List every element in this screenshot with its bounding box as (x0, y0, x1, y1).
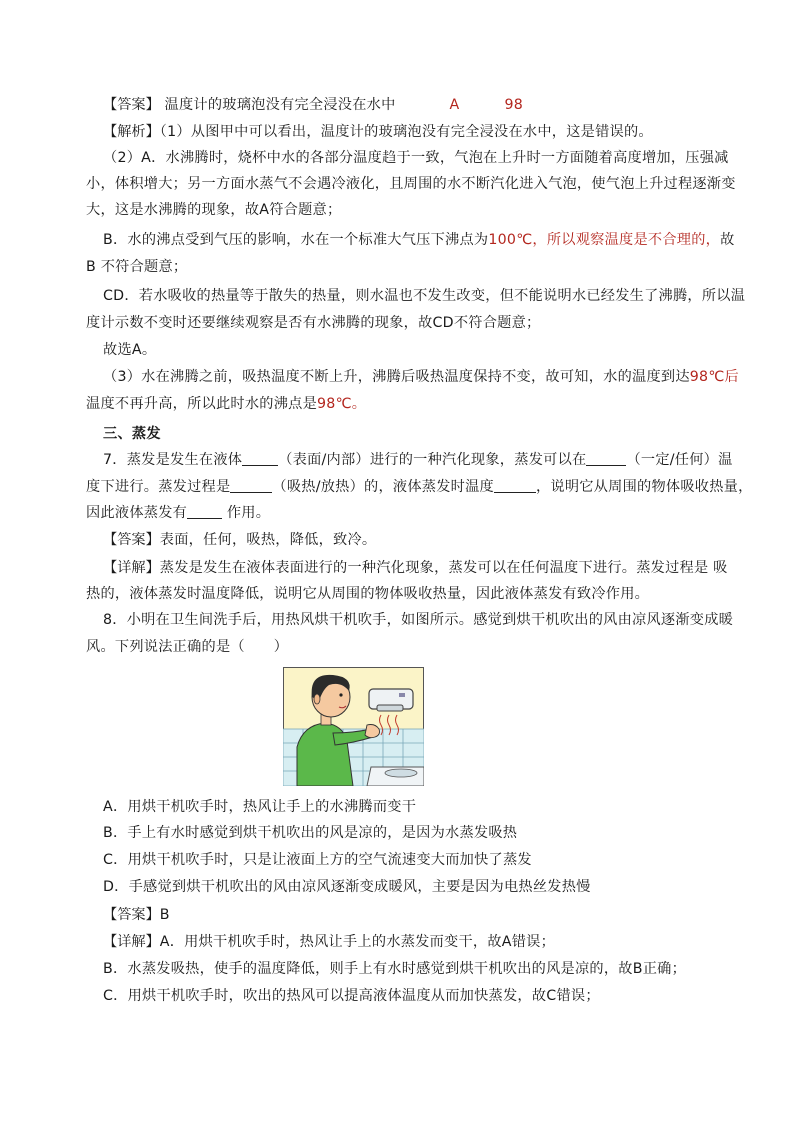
analysis-red-text: 98℃。 (317, 396, 367, 412)
q8-detail-line-2: B．水蒸发吸热，使手的温度降低，则手上有水时感觉到烘干机吹出的风是凉的，故B正确； (103, 961, 687, 977)
analysis-red-text: 100℃，所以观察温度是不合理的， (488, 232, 721, 248)
analysis-tag: 【解析】 (103, 124, 160, 140)
q8-option-d: D．手感觉到烘干机吹出的风由凉风逐渐变成暖风，主要是因为电热丝发热慢 (103, 879, 591, 895)
answer-text: B (159, 907, 170, 923)
answer-text: 温度计的玻璃泡没有完全浸没在水中 (159, 97, 396, 113)
question-text: 作用。 (222, 505, 271, 521)
detail-text: 蒸发是发生在液体表面进行的一种汽化现象，蒸发可以在任何温度下进行。蒸发过程是 吸 (159, 560, 728, 576)
q8-question-line-2: 风。下列说法正确的是（ ） (86, 639, 289, 655)
q8-answer-line (103, 905, 170, 925)
answer-choice: A (449, 97, 460, 113)
q8-option-a: A．用烘干机吹手时，热风让手上的水沸腾而变干 (103, 799, 417, 815)
detail-text: A．用烘干机吹手时，热风让手上的水蒸发而变干，故A错误； (159, 934, 556, 950)
q6-analysis-line-4: 大，这是水沸腾的现象，故A符合题意； (86, 202, 342, 218)
q8-option-b: B．手上有水时感觉到烘干机吹出的风是凉的，是因为水蒸发吸热 (103, 825, 518, 841)
answer-text: 表面，任何，吸热，降低，致冷。 (159, 532, 377, 548)
q6-analysis-line-8: 度计示数不变时还要继续观察是否有水沸腾的现象，故CD不符合题意； (86, 315, 541, 331)
detail-tag: 【详解】 (103, 560, 160, 576)
section-title: 三、蒸发 (103, 426, 161, 442)
q6-analysis-line-9: 故选A。 (103, 342, 157, 358)
q7-detail-line-2: 热的，液体蒸发时温度降低，说明它从周围的物体吸收热量，因此液体蒸发有致冷作用。 (86, 586, 650, 602)
answer-tag: 【答案】 (103, 532, 160, 548)
q8-detail-line-3: C．用烘干机吹手时，吹出的热风可以提高液体温度从而加快蒸发，故C错误； (103, 988, 600, 1004)
answer-tag: 【答案】 (103, 97, 160, 113)
q6-analysis-line-11 (86, 394, 366, 414)
question-text: 度下进行。蒸发过程是 (86, 479, 231, 495)
q6-analysis-line-7: CD．若水吸收的热量等于散失的热量，则水温也不发生改变，但不能说明水已经发生了沸腾，所以温 (103, 288, 746, 304)
answer-blank (586, 451, 626, 466)
question-text: 7．蒸发是发生在液体 (103, 452, 243, 468)
q6-answer-line (103, 95, 523, 115)
analysis-text: B．水的沸点受到气压的影响，水在一个标准大气压下沸点为 (103, 232, 489, 248)
q7-question-line-3 (86, 503, 270, 523)
question-text: （表面/内部）进行的一种汽化现象，蒸发可以在 (278, 452, 587, 468)
hand-dryer-illustration (283, 667, 424, 786)
q6-analysis-line-10 (103, 367, 739, 387)
answer-blank (242, 451, 278, 466)
q6-analysis-line-3: 小，体积增大；另一方面水蒸气不会遇冷液化，且周围的水不断汽化进入气泡，使气泡上升过程逐渐变 (86, 176, 736, 192)
answer-temp: 98 (504, 97, 524, 113)
q6-analysis-line-2: （2）A．水沸腾时，烧杯中水的各部分温度趋于一致，气泡在上升时一方面随着高度增加，压强减 (103, 150, 729, 166)
q8-question-line-1: 8．小明在卫生间洗手后，用热风烘干机吹手，如图所示。感觉到烘干机吹出的风由凉风逐渐变成暖 (103, 612, 734, 628)
answer-blank (230, 478, 272, 493)
answer-blank (187, 504, 222, 519)
analysis-text: 温度不再升高，所以此时水的沸点是 (86, 396, 318, 412)
question-text: 因此液体蒸发有 (86, 505, 188, 521)
question-text: （一定/任何）温 (626, 452, 733, 468)
q6-analysis-line-6: B 不符合题意； (86, 259, 188, 275)
analysis-text: （3）水在沸腾之前，吸热温度不断上升，沸腾后吸热温度保持不变，故可知，水的温度到达 (103, 369, 690, 385)
analysis-text: 故 (720, 232, 735, 248)
q7-question-line-2 (86, 477, 753, 497)
analysis-text: （1）从图甲中可以看出，温度计的玻璃泡没有完全浸没在水中，这是错误的。 (159, 124, 653, 140)
question-text: （吸热/放热）的，液体蒸发时温度 (272, 479, 494, 495)
question-text: ，说明它从周围的物体吸收热量， (535, 479, 753, 495)
q8-detail-line-1 (103, 932, 555, 952)
answer-tag: 【答案】 (103, 907, 160, 923)
answer-blank (494, 478, 536, 493)
q7-detail-line-1 (103, 558, 728, 578)
q6-analysis-line-1 (103, 122, 653, 142)
q7-question-line-1 (103, 450, 733, 470)
detail-tag: 【详解】 (103, 934, 160, 950)
q6-analysis-line-5 (103, 230, 735, 250)
q8-option-c: C．用烘干机吹手时，只是让液面上方的空气流速变大而加快了蒸发 (103, 852, 532, 868)
q7-answer-line (103, 530, 376, 550)
analysis-red-text: 98℃后 (689, 369, 739, 385)
